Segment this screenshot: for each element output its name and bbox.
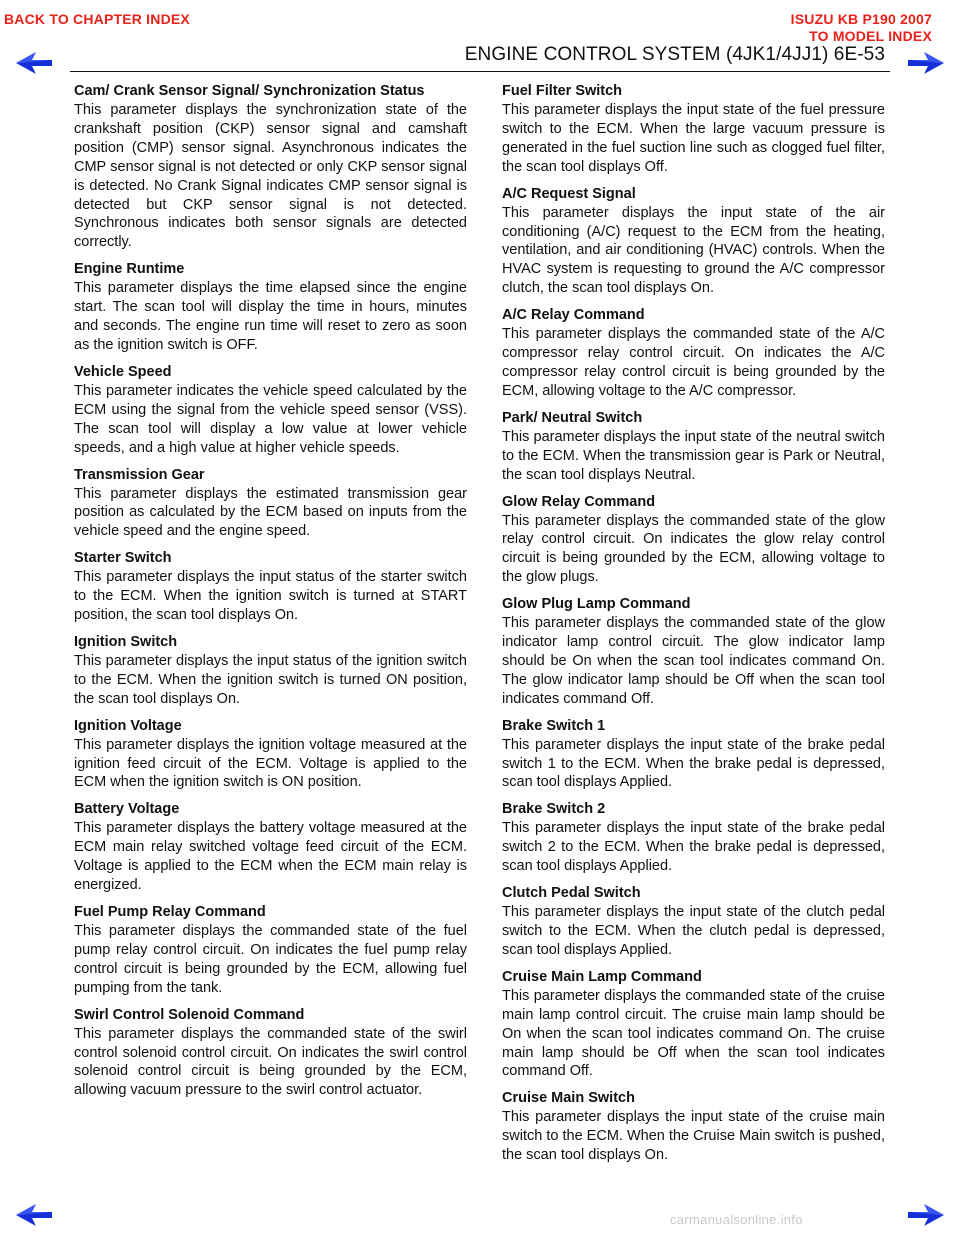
parameter-section bbox=[502, 185, 885, 299]
parameter-description: This parameter displays the input state of the clutch pedal switch to the ECM. When the clutch pedal is depressed, scan tool displays Applied. bbox=[502, 904, 885, 958]
parameter-section bbox=[74, 82, 467, 252]
parameter-heading: Fuel Filter Switch bbox=[502, 83, 623, 99]
watermark: carmanualsonline.info bbox=[670, 1212, 803, 1227]
parameter-section bbox=[74, 1006, 467, 1101]
parameter-heading: Clutch Pedal Switch bbox=[502, 885, 641, 902]
parameter-heading: Brake Switch 2 bbox=[502, 801, 606, 818]
parameter-description: This parameter displays the estimated transmission gear position as calculated by the ECM based on inputs from the vehicle speed and the engine speed. bbox=[74, 485, 467, 540]
parameter-section bbox=[74, 717, 467, 793]
parameter-heading: Park/ Neutral Switch bbox=[502, 409, 643, 426]
parameter-description: This parameter displays the commanded state of the glow indicator lamp control circuit. The glow indicator lamp should be On when the scan tool indicates command On. The glow indicator lamp should be Off when the scan tool indicates command Off. bbox=[502, 615, 885, 707]
parameter-section bbox=[502, 884, 885, 960]
parameter-section bbox=[74, 363, 467, 458]
back-to-chapter-index-link[interactable]: BACK TO CHAPTER INDEX bbox=[4, 11, 190, 27]
parameter-heading: Swirl Control Solenoid Command bbox=[74, 1006, 305, 1023]
parameter-heading: Fuel Pump Relay Command bbox=[74, 904, 266, 920]
parameter-heading: Cruise Main Switch bbox=[502, 1090, 635, 1107]
parameter-section bbox=[502, 82, 885, 177]
parameter-description: This parameter displays the input state of the neutral switch to the ECM. When the transmission gear is Park or Neutral, the scan tool displays Neutral. bbox=[502, 428, 885, 483]
left-arrow-icon[interactable] bbox=[14, 50, 54, 76]
parameter-section bbox=[74, 260, 467, 355]
parameter-description: This parameter displays the synchronization state of the crankshaft position (CKP) sensor signal and camshaft position (CMP) sensor signal. Asynchronous indicates the CMP sensor signal is not detected or only CKP sensor signal is detected. No Crank Signal indicates CMP sensor signal is detected but CKP sensor signal is not detected. Synchronous indicates both sensor signals are detected correctly. bbox=[74, 102, 467, 251]
parameter-heading: Brake Switch 1 bbox=[502, 717, 606, 734]
parameter-section bbox=[502, 306, 885, 401]
to-model-index-link[interactable]: TO MODEL INDEX bbox=[809, 28, 932, 44]
parameter-section bbox=[502, 968, 885, 1082]
parameter-description: This parameter displays the ignition voltage measured at the ignition feed circuit of the ECM. Voltage is applied to the ECM when the ignition switch is ON position. bbox=[74, 736, 467, 791]
parameter-description: This parameter displays the input state of the brake pedal switch 1 to the ECM. When the brake pedal is depressed, scan tool displays Applied. bbox=[502, 736, 885, 791]
parameter-description: This parameter displays the input status of the starter switch to the ECM. When the ignition switch is turned at START position, the scan tool displays On. bbox=[74, 569, 467, 624]
parameter-heading: Cam/ Crank Sensor Signal/ Synchronization Status bbox=[74, 83, 425, 99]
parameter-description: This parameter displays the input state of the brake pedal switch 2 to the ECM. When the brake pedal is depressed, scan tool displays Applied. bbox=[502, 820, 885, 875]
parameter-heading: Starter Switch bbox=[74, 550, 172, 567]
parameter-description: This parameter displays the commanded state of the fuel pump relay control circuit. On indicates the fuel pump relay control circuit is being grounded by the ECM, allowing fuel pumping from the tank. bbox=[74, 923, 467, 996]
parameter-heading: Battery Voltage bbox=[74, 801, 180, 818]
parameter-heading: Glow Relay Command bbox=[502, 493, 656, 510]
left-arrow-icon[interactable] bbox=[14, 1202, 54, 1228]
parameter-description: This parameter displays the commanded state of the swirl control solenoid control circuit. On indicates the swirl control solenoid control circuit is being grounded by the ECM, allowing vacuum pressure to the swirl control actuator. bbox=[74, 1025, 467, 1099]
parameter-heading: Engine Runtime bbox=[74, 261, 185, 278]
parameter-heading: A/C Relay Command bbox=[502, 307, 645, 324]
right-arrow-icon[interactable] bbox=[906, 50, 946, 76]
parameter-description: This parameter displays the time elapsed since the engine start. The scan tool will display the time in hours, minutes and seconds. The engine run time will reset to zero as soon as the ignition switch is OFF. bbox=[74, 280, 467, 353]
parameter-description: This parameter displays the input state of the cruise main switch to the ECM. When the Cruise Main switch is pushed, the scan tool displays On. bbox=[502, 1109, 885, 1164]
parameter-heading: Vehicle Speed bbox=[74, 363, 172, 380]
parameter-section bbox=[502, 800, 885, 876]
parameter-section bbox=[502, 1089, 885, 1165]
parameter-section bbox=[502, 595, 885, 709]
right-arrow-icon[interactable] bbox=[906, 1202, 946, 1228]
parameter-section bbox=[74, 466, 467, 542]
model-title-link[interactable]: ISUZU KB P190 2007 bbox=[790, 11, 932, 27]
parameter-section bbox=[502, 717, 885, 793]
parameter-section bbox=[74, 549, 467, 625]
parameter-section bbox=[74, 633, 467, 709]
parameter-section bbox=[502, 493, 885, 588]
parameter-description: This parameter displays the commanded state of the glow relay control circuit. On indicates the glow relay control circuit is being grounded by the ECM, allowing voltage to the glow plugs. bbox=[502, 512, 885, 586]
header-rule bbox=[70, 71, 890, 72]
parameter-section bbox=[74, 800, 467, 895]
parameter-description: This parameter displays the input state of the fuel pressure switch to the ECM. When the large vacuum pressure is generated in the fuel suction line such as clogged fuel filter, the scan tool displays Off. bbox=[502, 102, 885, 175]
parameter-description: This parameter displays the battery voltage measured at the ECM main relay switched voltage feed circuit of the ECM. Voltage is applied to the ECM when the ECM main relay is energized. bbox=[74, 820, 467, 894]
parameter-description: This parameter displays the input state of the air conditioning (A/C) request to the ECM from the heating, ventilation, and air conditioning (HVAC) controls. When the HVAC system is requesting to ground the A/C compressor clutch, the scan tool displays On. bbox=[502, 204, 885, 297]
parameter-description: This parameter indicates the vehicle speed calculated by the ECM using the signal from the vehicle speed sensor (VSS). The scan tool will display a low value at lower vehicle speeds, and a high value at higher vehicle speeds. bbox=[74, 382, 467, 456]
parameter-heading: Cruise Main Lamp Command bbox=[502, 968, 702, 985]
parameter-section bbox=[502, 409, 885, 485]
parameter-description: This parameter displays the commanded state of the cruise main lamp control circuit. The cruise main lamp should be On when the scan tool indicates command On. The cruise main lamp should be Off when the scan tool indicates command Off. bbox=[502, 987, 885, 1080]
parameter-description: This parameter displays the input status of the ignition switch to the ECM. When the ignition switch is turned ON position, the scan tool displays On. bbox=[74, 652, 467, 707]
page-header-title: ENGINE CONTROL SYSTEM (4JK1/4JJ1) 6E-53 bbox=[464, 44, 885, 65]
parameter-heading: Ignition Switch bbox=[74, 633, 178, 650]
parameter-heading: A/C Request Signal bbox=[502, 185, 636, 202]
right-column bbox=[502, 82, 885, 1173]
parameter-heading: Transmission Gear bbox=[74, 466, 205, 483]
parameter-description: This parameter displays the commanded state of the A/C compressor relay control circuit. On indicates the A/C compressor relay control circuit is being grounded by the ECM, allowing voltage to the A/C compressor. bbox=[502, 326, 885, 399]
parameter-heading: Glow Plug Lamp Command bbox=[502, 596, 691, 613]
parameter-heading: Ignition Voltage bbox=[74, 717, 182, 734]
left-column bbox=[74, 82, 467, 1108]
parameter-section bbox=[74, 903, 467, 998]
